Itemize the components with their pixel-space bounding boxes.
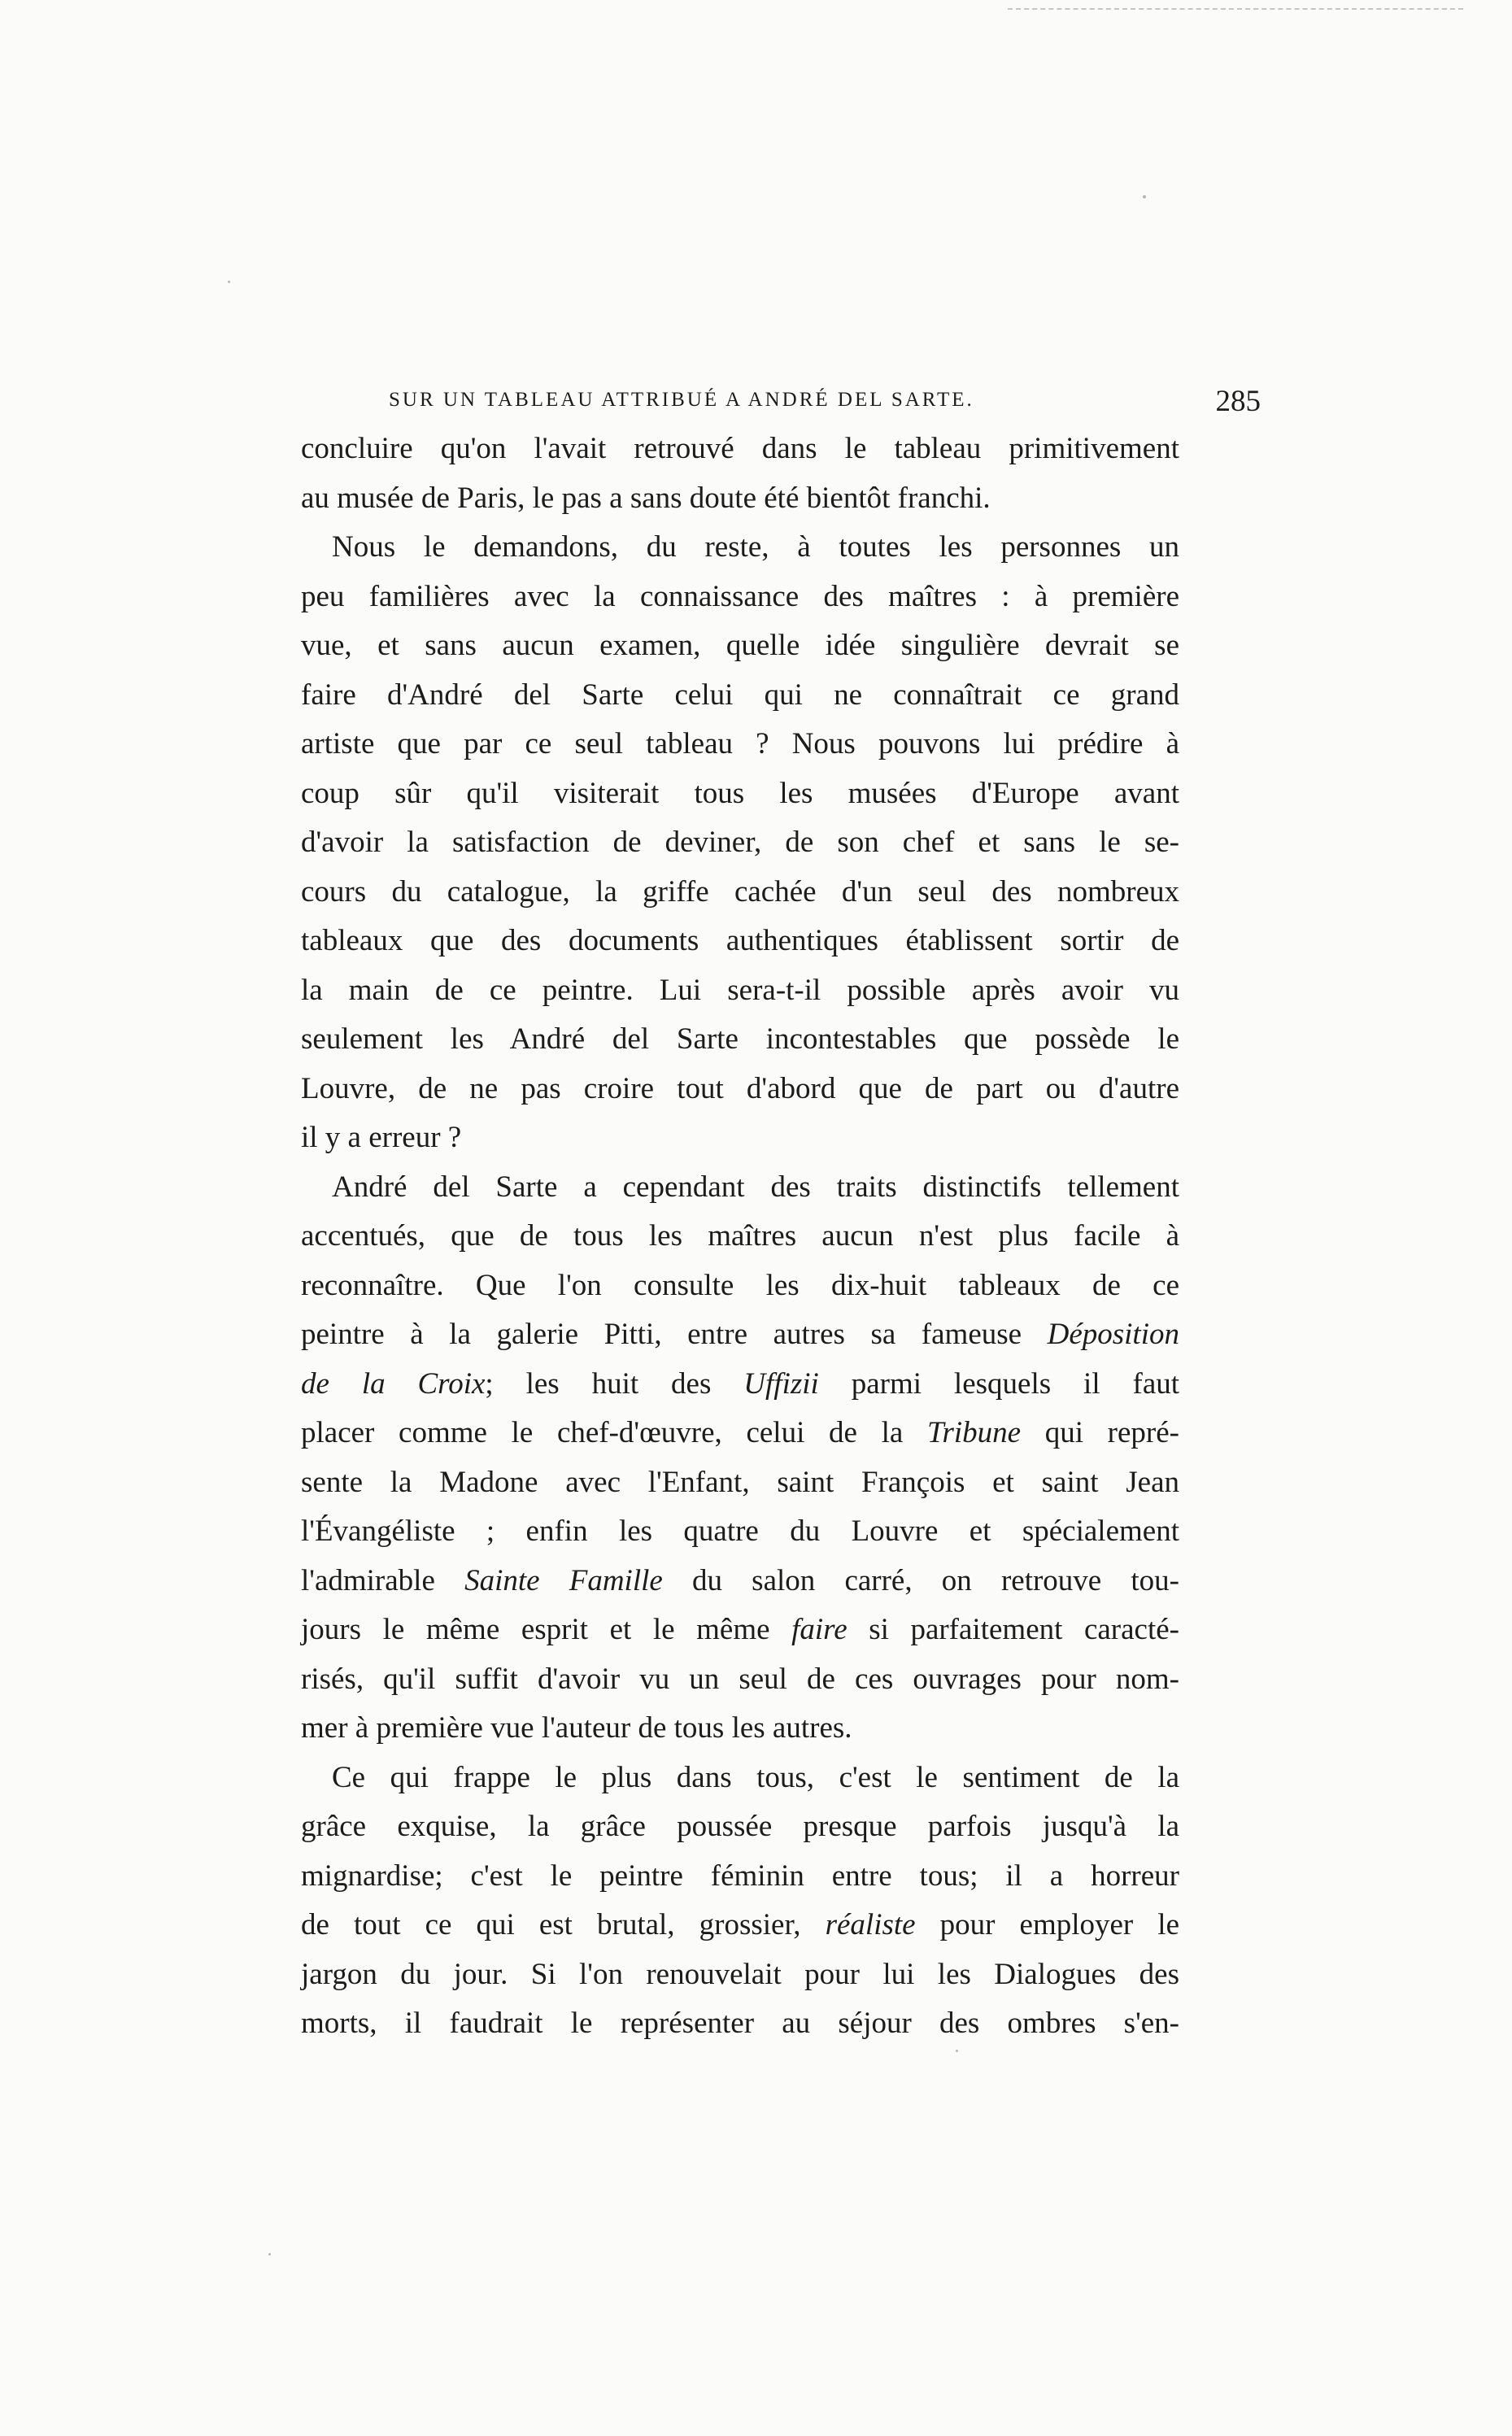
text-line: la main de ce peintre. Lui sera-t-il possible après avoir vu — [301, 973, 1179, 1007]
text-line: vue, et sans aucun examen, quelle idée singulière devrait se — [301, 629, 1179, 662]
text-line: reconnaître. Que l'on consulte les dix-huit tableaux de ce — [301, 1268, 1179, 1302]
body-text — [301, 425, 1179, 2049]
text-line: faire d'André del Sarte celui qui ne connaîtrait ce grand — [301, 678, 1179, 712]
text-line: d'avoir la satisfaction de deviner, de son chef et sans le se- — [301, 826, 1179, 859]
paper-speck — [228, 281, 230, 283]
text-line: seulement les André del Sarte incontestables que possède le — [301, 1022, 1179, 1056]
text-line: de tout ce qui est brutal, grossier, réaliste pour employer le — [301, 1908, 1180, 1941]
text-line: concluire qu'on l'avait retrouvé dans le tableau primitivement — [301, 432, 1179, 465]
scan-edge-mark — [1008, 8, 1463, 10]
text-line: Ce qui frappe le plus dans tous, c'est le sentiment de la — [332, 1760, 1179, 1794]
text-line: grâce exquise, la grâce poussée presque parfois jusqu'à la — [301, 1810, 1179, 1843]
text-line: André del Sarte a cependant des traits distinctifs tellement — [332, 1170, 1179, 1204]
text-line: peu familières avec la connaissance des maîtres : à première — [301, 579, 1179, 613]
text-line: risés, qu'il suffit d'avoir vu un seul de ces ouvrages pour nom- — [301, 1662, 1179, 1696]
text-line: il y a erreur ? — [301, 1121, 462, 1154]
text-line: jargon du jour. Si l'on renouvelait pour lui les Dialogues des — [301, 1957, 1179, 1991]
text-line: sente la Madone avec l'Enfant, saint François et saint Jean — [301, 1465, 1179, 1499]
text-line: jours le même esprit et le même faire si parfaitement caracté- — [301, 1613, 1179, 1646]
paper-speck — [268, 2253, 271, 2255]
text-line: mer à première vue l'auteur de tous les autres. — [301, 1711, 852, 1745]
page-number: 285 — [1215, 385, 1261, 418]
text-line: Louvre, de ne pas croire tout d'abord que de part ou d'autre — [301, 1071, 1179, 1105]
text-line: l'admirable Sainte Famille du salon carré, on retrouve tou- — [301, 1563, 1179, 1597]
text-line: accentués, que de tous les maîtres aucun n'est plus facile à — [301, 1219, 1179, 1253]
text-line: l'Évangéliste ; enfin les quatre du Louvre et spécialement — [301, 1514, 1179, 1548]
text-line: peintre à la galerie Pitti, entre autres sa fameuse Déposition — [301, 1318, 1179, 1351]
text-line: morts, il faudrait le représenter au séjour des ombres s'en- — [301, 2007, 1179, 2040]
paper-speck — [956, 2050, 958, 2052]
text-line: de la Croix; les huit des Uffizii parmi lesquels il faut — [301, 1366, 1180, 1401]
text-line: cours du catalogue, la griffe cachée d'un seul des nombreux — [301, 874, 1179, 909]
text-line: placer comme le chef-d'œuvre, celui de la Tribune qui repré- — [301, 1416, 1179, 1449]
text-line: tableaux que des documents authentiques établissent sortir de — [301, 924, 1179, 957]
page-header — [389, 384, 1261, 420]
text-line: Nous le demandons, du reste, à toutes les personnes un — [332, 530, 1179, 564]
text-line: au musée de Paris, le pas a sans doute été bientôt franchi. — [301, 481, 991, 515]
running-head: SUR UN TABLEAU ATTRIBUÉ A ANDRÉ DEL SARTE. — [389, 389, 974, 411]
text-line: coup sûr qu'il visiterait tous les musées d'Europe avant — [301, 776, 1179, 810]
text-line: mignardise; c'est le peintre féminin entre tous; il a horreur — [301, 1859, 1179, 1893]
text-line: artiste que par ce seul tableau ? Nous pouvons lui prédire à — [301, 727, 1179, 760]
paper-speck — [1143, 195, 1146, 198]
